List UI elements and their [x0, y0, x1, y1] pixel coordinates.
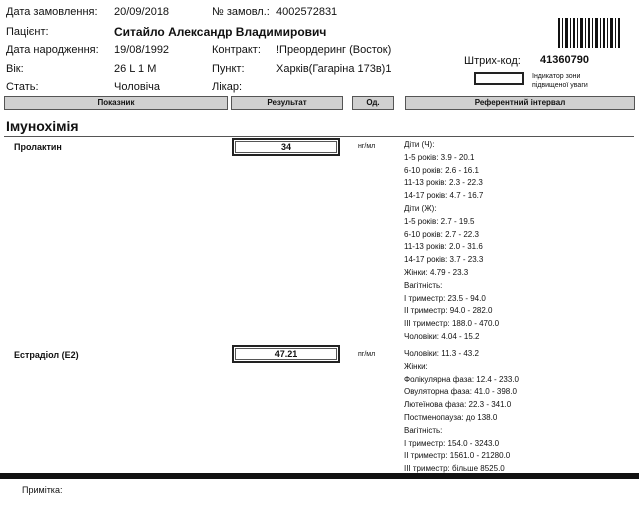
reference-line: 14-17 років: 3.7 - 23.3	[404, 255, 484, 265]
sex: Чоловіча	[114, 81, 161, 93]
reference-line: 6-10 років: 2.6 - 16.1	[404, 165, 479, 175]
birth-date-label: Дата народження:	[6, 44, 99, 56]
note-label: Примітка:	[22, 485, 63, 495]
reference-line: ІІ триместр: 94.0 - 282.0	[404, 306, 493, 316]
unit-estradiol: пг/мл	[358, 351, 376, 358]
reference-line: ІІІ триместр: більше 8525.0	[404, 464, 505, 474]
reference-line: І триместр: 154.0 - 3243.0	[404, 438, 500, 448]
section-divider	[4, 136, 634, 137]
patient-name: Ситайло Александр Владимирович	[114, 25, 327, 39]
order-date-label: Дата замовлення:	[6, 6, 98, 18]
attention-indicator-box	[474, 72, 524, 85]
reference-line: 6-10 років: 2.7 - 22.3	[404, 229, 479, 239]
reference-line: Чоловіки: 11.3 - 43.2	[404, 349, 479, 358]
point: Харків(Гагаріна 173в)1	[276, 63, 392, 75]
doctor-label: Лікар:	[212, 81, 243, 93]
point-label: Пункт:	[212, 63, 245, 75]
reference-line: 1-5 років: 2.7 - 19.5	[404, 216, 475, 226]
reference-prolactin	[404, 139, 499, 344]
reference-line: Лютеїнова фаза: 22.3 - 341.0	[404, 400, 512, 410]
age: 26 L 1 M	[114, 63, 157, 75]
contract: !Преордеринг (Восток)	[276, 44, 392, 56]
reference-line: Постменопауза: до 138.0	[404, 412, 498, 422]
birth-date: 19/08/1992	[114, 44, 170, 56]
order-no: 4002572831	[276, 6, 338, 18]
reference-line: 11-13 років: 2.3 - 22.3	[404, 178, 483, 188]
barcode-label: Штрих-код:	[464, 55, 521, 67]
reference-estradiol	[404, 348, 519, 476]
column-header-result: Результат	[231, 96, 343, 110]
age-label: Вік:	[6, 63, 24, 75]
result-estradiol: 47.21	[232, 345, 340, 363]
reference-line: Чоловіки: 4.04 - 15.2	[404, 331, 480, 341]
reference-line: Вагітність:	[404, 280, 443, 290]
test-name-prolactin: Пролактин	[14, 142, 62, 152]
reference-line: Жінки:	[404, 361, 428, 371]
unit-prolactin: нг/мл	[358, 143, 376, 150]
bottom-divider-bar	[0, 473, 639, 479]
reference-line: Вагітність:	[404, 425, 443, 435]
reference-line: 11-13 років: 2.0 - 31.6	[404, 242, 483, 252]
column-header-unit: Од.	[352, 96, 394, 110]
result-prolactin: 34	[232, 138, 340, 156]
sex-label: Стать:	[6, 81, 39, 93]
order-no-label: № замовл.:	[212, 6, 270, 18]
reference-line: Фолікулярна фаза: 12.4 - 233.0	[404, 374, 519, 384]
reference-line: ІІІ триместр: 188.0 - 470.0	[404, 319, 500, 329]
column-header-reference: Референтний інтервал	[405, 96, 635, 110]
reference-line: Жінки: 4.79 - 23.3	[404, 267, 469, 277]
test-name-estradiol: Естрадіол (Е2)	[14, 350, 79, 360]
section-title: Імунохімія	[6, 118, 79, 134]
barcode-graphic	[558, 18, 620, 48]
reference-line: 14-17 років: 4.7 - 16.7	[404, 191, 484, 201]
reference-line: ІІ триместр: 1561.0 - 21280.0	[404, 451, 511, 461]
reference-line: Діти (Ж):	[404, 203, 437, 213]
contract-label: Контракт:	[212, 44, 261, 56]
reference-line: 1-5 років: 3.9 - 20.1	[404, 152, 475, 162]
reference-line: Овуляторна фаза: 41.0 - 398.0	[404, 387, 517, 397]
reference-line: І триместр: 23.5 - 94.0	[404, 293, 486, 303]
patient-label: Пацієнт:	[6, 26, 49, 38]
reference-line: Діти (Ч):	[404, 140, 435, 149]
order-date: 20/09/2018	[114, 6, 170, 18]
barcode-number: 41360790	[540, 54, 589, 66]
column-header-indicator: Показник	[4, 96, 228, 110]
attention-indicator-text: Індикатор зони підвищеної уваги	[532, 73, 588, 89]
